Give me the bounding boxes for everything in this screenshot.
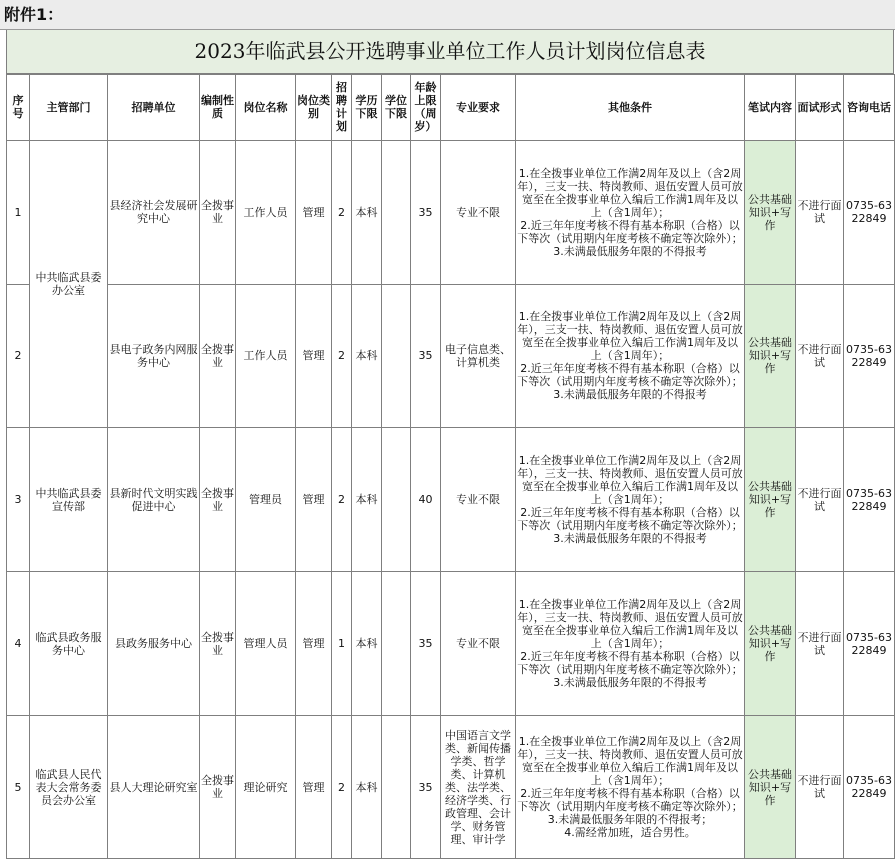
cell-degree	[382, 428, 411, 572]
condition-line: 2.近三年年度考核不得有基本称职（合格）以下等次（试用期内年度考核不确定等次除外）；	[517, 506, 743, 533]
cell-age: 35	[411, 716, 441, 859]
table-row	[7, 140, 895, 284]
cell-dept: 临武县政务服务中心	[30, 572, 108, 716]
cell-plan: 2	[332, 284, 352, 428]
attachment-label: 附件1：	[0, 0, 895, 30]
cell-post: 管理员	[236, 428, 296, 572]
cell-no: 4	[7, 572, 30, 716]
cell-major: 专业不限	[441, 572, 516, 716]
cell-major: 中国语言文学类、新闻传播学类、哲学类、计算机类、法学类、经济学类、行政管理、会计学、财务管理、审计学	[441, 716, 516, 859]
cell-plan: 2	[332, 716, 352, 859]
cell-major: 专业不限	[441, 428, 516, 572]
header-unit: 招聘单位	[108, 75, 200, 141]
cell-category: 管理	[296, 284, 332, 428]
condition-line: 1.在全拨事业单位工作满2周年及以上（含2周年），三支一扶、特岗教师、退伍安置人员可放宽至在全拨事业单位入编后工作满1周年及以上（含1周年）；	[517, 598, 743, 651]
cell-unit: 县经济社会发展研究中心	[108, 140, 200, 284]
cell-no: 5	[7, 716, 30, 859]
cell-nature: 全拨事业	[200, 716, 236, 859]
cell-major: 电子信息类、计算机类	[441, 284, 516, 428]
cell-nature: 全拨事业	[200, 572, 236, 716]
cell-unit: 县人大理论研究室	[108, 716, 200, 859]
cell-interview: 不进行面试	[796, 140, 844, 284]
condition-line: 3.未满最低服务年限的不得报考	[553, 532, 707, 546]
header-conditions: 其他条件	[516, 75, 745, 141]
cell-degree	[382, 284, 411, 428]
cell-nature: 全拨事业	[200, 140, 236, 284]
header-exam: 笔试内容	[745, 75, 796, 141]
cell-major: 专业不限	[441, 140, 516, 284]
cell-dept: 中共临武县委办公室	[30, 140, 108, 428]
cell-phone: 0735-6322849	[844, 572, 895, 716]
condition-line: 2.近三年年度考核不得有基本称职（合格）以下等次（试用期内年度考核不确定等次除外）；	[517, 650, 743, 677]
condition-line: 3.未满最低服务年限的不得报考	[553, 388, 707, 402]
cell-conditions	[516, 716, 745, 859]
header-age: 年龄上限（周岁）	[411, 75, 441, 141]
cell-edu: 本科	[352, 716, 382, 859]
cell-interview: 不进行面试	[796, 428, 844, 572]
condition-line: 1.在全拨事业单位工作满2周年及以上（含2周年），三支一扶、特岗教师、退伍安置人员可放宽至在全拨事业单位入编后工作满1周年及以上（含1周年）；	[517, 166, 743, 219]
condition-line: 1.在全拨事业单位工作满2周年及以上（含2周年），三支一扶、特岗教师、退伍安置人员可放宽至在全拨事业单位入编后工作满1周年及以上（含1周年）；	[517, 310, 743, 363]
cell-post: 理论研究	[236, 716, 296, 859]
cell-age: 35	[411, 284, 441, 428]
cell-plan: 2	[332, 140, 352, 284]
header-no: 序号	[7, 75, 30, 141]
cell-phone: 0735-6322849	[844, 284, 895, 428]
cell-conditions	[516, 428, 745, 572]
cell-unit: 县新时代文明实践促进中心	[108, 428, 200, 572]
header-edu: 学历下限	[352, 75, 382, 141]
cell-exam: 公共基础知识+写作	[745, 716, 796, 859]
condition-line: 3.未满最低服务年限的不得报考	[553, 676, 707, 690]
cell-phone: 0735-6322849	[844, 716, 895, 859]
cell-category: 管理	[296, 716, 332, 859]
table-row	[7, 572, 895, 716]
cell-plan: 2	[332, 428, 352, 572]
header-plan: 招聘计划	[332, 75, 352, 141]
cell-post: 工作人员	[236, 284, 296, 428]
cell-conditions	[516, 284, 745, 428]
cell-interview: 不进行面试	[796, 572, 844, 716]
cell-no: 2	[7, 284, 30, 428]
header-interview: 面试形式	[796, 75, 844, 141]
cell-age: 40	[411, 428, 441, 572]
cell-age: 35	[411, 572, 441, 716]
cell-phone: 0735-6322849	[844, 428, 895, 572]
cell-edu: 本科	[352, 428, 382, 572]
cell-post: 工作人员	[236, 140, 296, 284]
positions-table	[6, 74, 895, 859]
header-degree: 学位下限	[382, 75, 411, 141]
cell-no: 1	[7, 140, 30, 284]
condition-line: 3.未满最低服务年限的不得报考；	[547, 813, 713, 827]
table-row	[7, 428, 895, 572]
cell-exam: 公共基础知识+写作	[745, 428, 796, 572]
header-row	[7, 75, 895, 141]
cell-plan: 1	[332, 572, 352, 716]
cell-nature: 全拨事业	[200, 428, 236, 572]
cell-no: 3	[7, 428, 30, 572]
cell-age: 35	[411, 140, 441, 284]
cell-category: 管理	[296, 428, 332, 572]
cell-exam: 公共基础知识+写作	[745, 284, 796, 428]
header-nature: 编制性质	[200, 75, 236, 141]
condition-line: 1.在全拨事业单位工作满2周年及以上（含2周年），三支一扶、特岗教师、退伍安置人员可放宽至在全拨事业单位入编后工作满1周年及以上（含1周年）；	[517, 454, 743, 507]
cell-post: 管理人员	[236, 572, 296, 716]
cell-edu: 本科	[352, 572, 382, 716]
header-phone: 咨询电话	[844, 75, 895, 141]
cell-unit: 县电子政务内网服务中心	[108, 284, 200, 428]
header-major: 专业要求	[441, 75, 516, 141]
condition-line: 2.近三年年度考核不得有基本称职（合格）以下等次（试用期内年度考核不确定等次除外）；	[517, 218, 743, 245]
header-dept: 主管部门	[30, 75, 108, 141]
cell-degree	[382, 572, 411, 716]
cell-edu: 本科	[352, 140, 382, 284]
cell-category: 管理	[296, 572, 332, 716]
cell-phone: 0735-6322849	[844, 140, 895, 284]
cell-dept: 中共临武县委宣传部	[30, 428, 108, 572]
header-post: 岗位名称	[236, 75, 296, 141]
condition-line: 1.在全拨事业单位工作满2周年及以上（含2周年），三支一扶、特岗教师、退伍安置人员可放宽至在全拨事业单位入编后工作满1周年及以上（含1周年）；	[517, 735, 743, 788]
table-title: 2023年临武县公开选聘事业单位工作人员计划岗位信息表	[6, 30, 894, 74]
cell-nature: 全拨事业	[200, 284, 236, 428]
header-category: 岗位类别	[296, 75, 332, 141]
cell-interview: 不进行面试	[796, 716, 844, 859]
cell-exam: 公共基础知识+写作	[745, 140, 796, 284]
table-row	[7, 284, 895, 428]
cell-dept: 临武县人民代表大会常务委员会办公室	[30, 716, 108, 859]
condition-line: 2.近三年年度考核不得有基本称职（合格）以下等次（试用期内年度考核不确定等次除外）；	[517, 362, 743, 389]
cell-degree	[382, 716, 411, 859]
cell-category: 管理	[296, 140, 332, 284]
cell-interview: 不进行面试	[796, 284, 844, 428]
cell-unit: 县政务服务中心	[108, 572, 200, 716]
table-row	[7, 716, 895, 859]
condition-line: 4.需经常加班，适合男性。	[564, 826, 696, 840]
cell-conditions	[516, 572, 745, 716]
cell-conditions	[516, 140, 745, 284]
condition-line: 3.未满最低服务年限的不得报考	[553, 244, 707, 258]
condition-line: 2.近三年年度考核不得有基本称职（合格）以下等次（试用期内年度考核不确定等次除外）；	[517, 787, 743, 814]
cell-edu: 本科	[352, 284, 382, 428]
cell-exam: 公共基础知识+写作	[745, 572, 796, 716]
cell-degree	[382, 140, 411, 284]
